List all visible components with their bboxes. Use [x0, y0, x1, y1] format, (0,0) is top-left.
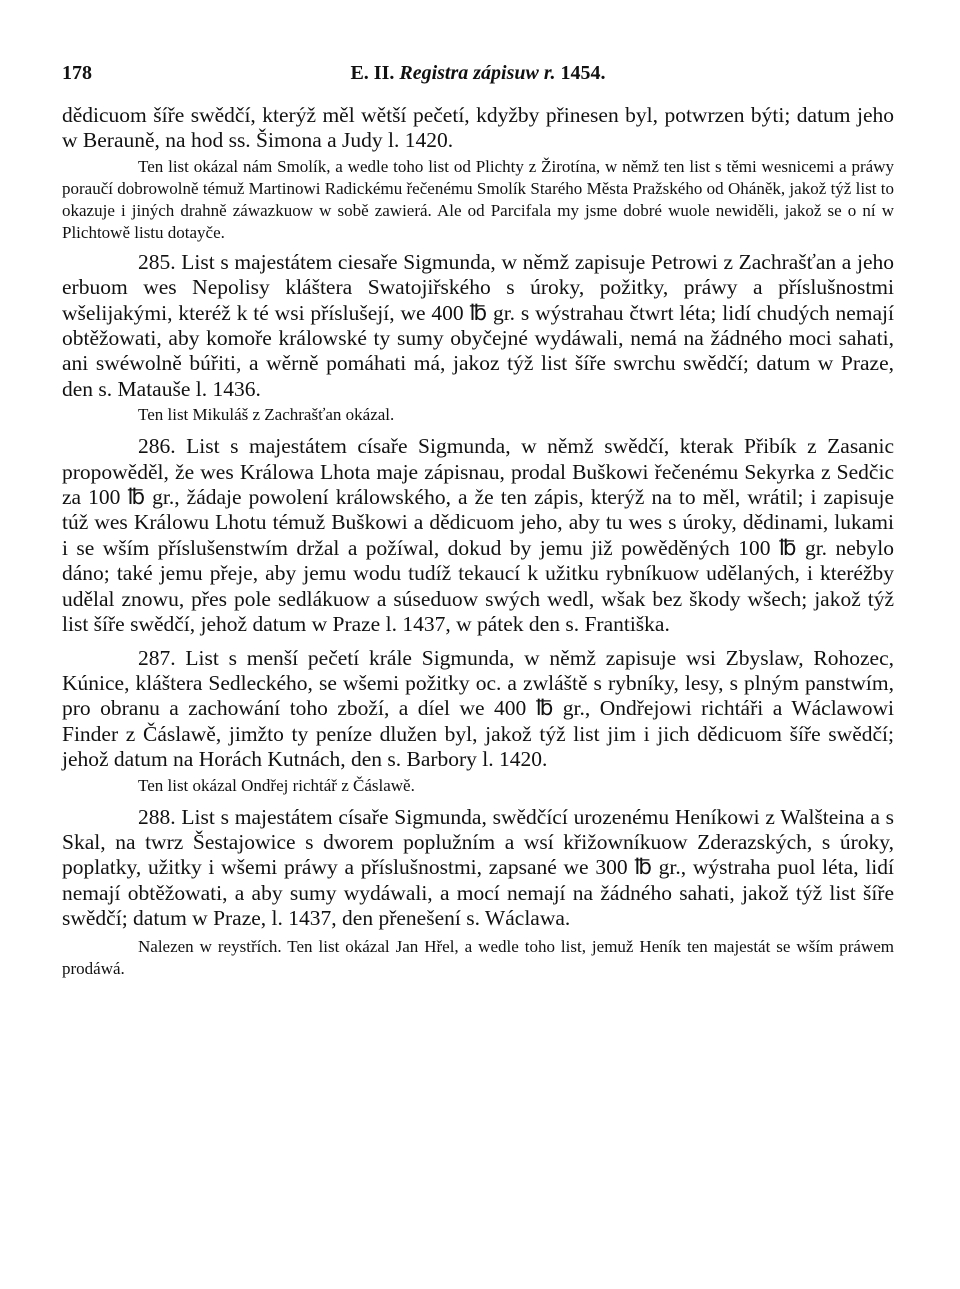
note-287: Ten list okázal Ondřej richtář z Čáslawě. [138, 775, 415, 795]
note-285: Ten list Mikuláš z Zachrašťan okázal. [138, 405, 395, 425]
entry-286: 286. List s majestátem císaře Sigmunda, w němž swědčí, kterak Přibík z Zasanic propowěděl, že wes Králowa Lhota maje zápisnau, prodal Buškowi řečenému Sekyrka z Sedčic za 100 ℔ gr., žádaje powolení králowského, a že ten zápis, kterýž na to měl, wrátil; i zapisuje túž wes Králowu Lhotu témuž Buškowi a dědicuom jeho, aby tu wes s úroky, dědinami, lukami i se wším příslušenstwím držal a požíwal, dokud by jemu již powěděných 100 ℔ gr. nebylo dáno; také jemu přeje, aby jemu wodu tudíž tekaucí k užitku rybníkuow udělaných, i kteréžby udělal znowu, přes pole sedlákuow a súseduow swých wedl, wšak bez škody wšech; jakož týž list šíře swědčí, jehož datum w Praze l. 1437, w pátek den s. Františka. [62, 434, 894, 637]
entry-287: 287. List s menší pečetí krále Sigmunda, w němž zapisuje wsi Zbyslaw, Rohozec, Kúnice, kláštera Sedleckého, se wšemi požitky oc. a zwláště s rybníky, lesy, s plným panstwím, pro obranu a zachowání toho zboží, a díel we 400 ℔ gr., Ondřejowi richtáři a Wáclawowi Finder z Čáslawě, jimžto ty peníze dlužen byl, jakož týž list jim i jich dědicuom šíře swědčí; jehož datum na Horách Kutnách, den s. Barbory l. 1420. [62, 645, 894, 772]
running-title-prefix: E. II. [350, 62, 395, 84]
running-title-year: 1454. [560, 62, 606, 84]
paragraph-continuation: dědicuom šíře swědčí, kterýž měl wětší pečetí, kdyžby přinesen byl, potwrzen býti; datum jeho w Berauně, na hod ss. Šimona a Judy l. 1420. [62, 103, 894, 153]
entry-288: 288. List s majestátem císaře Sigmunda, swědčící urozenému Heníkowi z Walšteina a s Skal, na twrz Šestajowice s dworem poplužním a wsí křižowníkuow Zderazských, s úroky, poplatky, užitky i wšemi práwy a příslušnostmi, zapsané we 300 ℔ gr., wýstraha puol léta, lidí nemají obtěžowati, a aby sumy wydáwali, a mocí nemají na žádného sahati, jakož týž list šíře swědčí; datum w Praze, l. 1437, den přenešení s. Wáclawa. [62, 804, 894, 931]
page-number: 178 [62, 62, 92, 84]
page-header [62, 62, 894, 88]
page-body [62, 103, 894, 980]
running-title-italic: Registra zápisuw r. [399, 62, 556, 84]
note-288: Nalezen w reystřích. Ten list okázal Jan Hřel, a wedle toho list, jemuž Heník ten majestát se wším práwem prodáwá. [62, 936, 894, 978]
running-title [62, 62, 894, 85]
entry-285: 285. List s majestátem ciesaře Sigmunda, w němž zapisuje Petrowi z Zachrašťan a jeho erbuom wes Nepolisy kláštera Swatojiřského s úroky, požitky, práwy a příslušnostmi wšelijakými, kteréž k té wsi příslušejí, we 400 ℔ gr. s wýstrahau čtwrt léta; lidí chudých nemají obtěžowati, aby komoře králowské ty sumy obyčejné wydáwali, nemá na žádného moci sahati, ani swéwolně búřiti, a wěrně pomáhati má, jakoz týž list šíře swrchu swědčí; datum w Praze, den s. Matauše l. 1436. [62, 249, 894, 401]
note-continuation: Ten list okázal nám Smolík, a wedle toho list od Plichty z Žirotína, w němž ten list s těmi wesnicemi a práwy poraučí dobrowolně témuž Martinowi Radickému řečenému Smolík Starého Města Pražského od Oháněk, jakož týž list to okazuje i jiných drahně záwazkuow w sobě zawierá. Ale od Parcifala my jsme dobré wuole newiděli, jakož se o ní w Plichtowě listu dotayče. [62, 156, 894, 242]
